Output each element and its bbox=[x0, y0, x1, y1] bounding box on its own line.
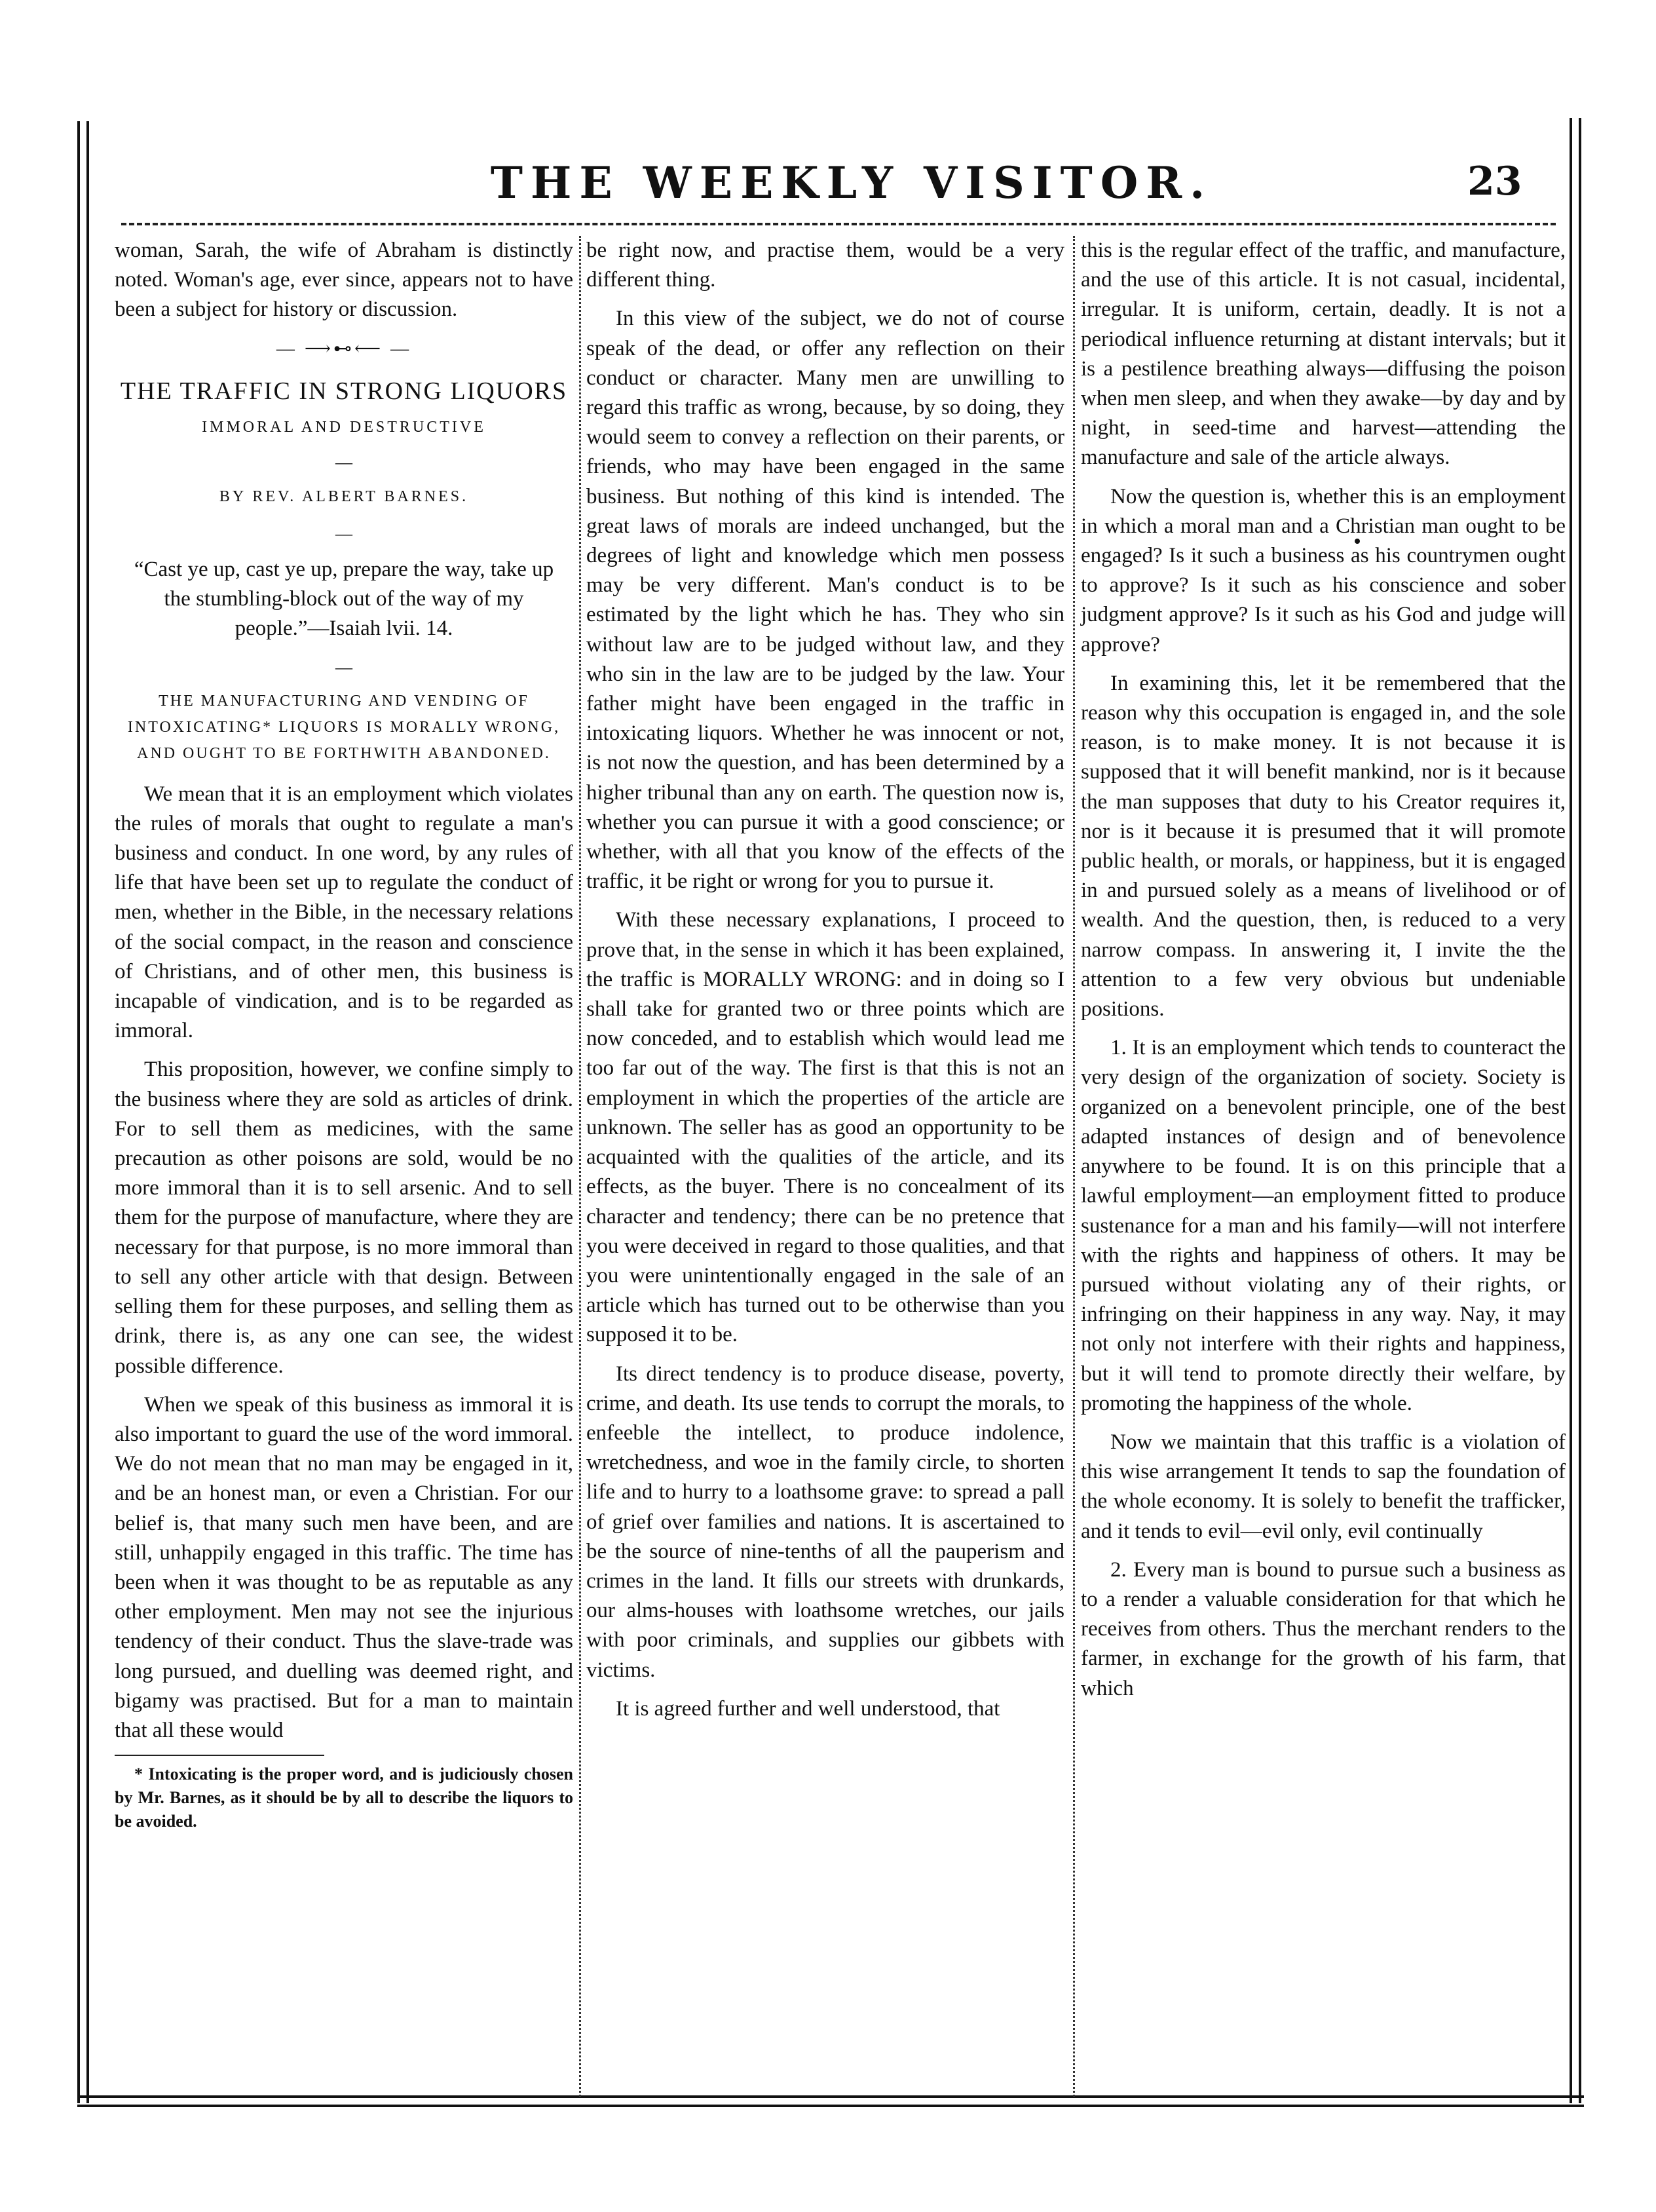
article-title: THE TRAFFIC IN STRONG LIQUORS bbox=[120, 377, 568, 405]
article-subtitle: IMMORAL AND DESTRUCTIVE bbox=[202, 419, 486, 436]
column-3 bbox=[1081, 236, 1566, 1713]
paragraph: 2. Every man is bound to pursue such a business as to a render a valuable consideration for that which he receives from others. Thus the merchant renders to the farmer, in exchange for the growth of his farm, that which bbox=[1081, 1557, 1566, 1700]
footnote: * Intoxicating is the proper word, and is judiciously chosen by Mr. Barnes, as it should be by all to describe the liquors to be avoided. bbox=[115, 1764, 573, 1831]
proposition-heading: THE MANUFACTURING AND VENDING OF INTOXICATING* LIQUORS IS MORALLY WRONG, AND OUGHT TO BE FORTHWITH ABANDONED. bbox=[127, 692, 561, 762]
paragraph: be right now, and practise them, would be a very different thing. bbox=[586, 238, 1064, 292]
paragraph: In this view of the subject, we do not of course speak of the dead, or offer any reflection on their conduct or character. Many men are unwilling to regard this traffic as wrong, because, by so doing, they would seem to convey a reflection on their parents, or friends, who may have been engaged in the same business. But nothing of this kind is intended. The great laws of morals are indeed unchanged, but the degrees of light and knowledge which men possess may be very different. Man's conduct is to be estimated by the light which he has. They who sin without law are to be judged without law, and they who sin in the law are to be judged by the law. Your father might have been engaged in the traffic in intoxicating liquors. Whether he was innocent or not, is not now the question, and has been determined by a higher tribunal than any on earth. The question now is, whether you can pursue it with a good conscience; or whether, with all that you know of the effects of the traffic, it be right or wrong for you to pursue it. bbox=[586, 307, 1064, 894]
paragraph: In examining this, let it be remembered that the reason why this occupation is engaged in, and the sole reason, is to make money. It is not because it is supposed that it will benefit mankind, nor is it because the man supposes that duty to his Creator requires it, nor is it because it is presumed that it will promote public health, or morals, or happiness, but it is engaged in and pursued solely as a means of livelihood or of wealth. And the question, then, is reduced to a very narrow compass. In answering it, I invite the the attention to a few very obvious but undeniable positions. bbox=[1081, 671, 1566, 1021]
paragraph: It is agreed further and well understood, that bbox=[616, 1696, 1000, 1721]
paragraph: woman, Sarah, the wife of Abraham is distinctly noted. Woman's age, ever since, appears not to have been a subject for history or discussion. bbox=[115, 238, 573, 322]
dash-divider: — bbox=[335, 658, 352, 677]
paragraph: Now the question is, whether this is an employment in which a moral man and a Christian man ought to be engaged? Is it such a business as his countrymen ought to approve? Is it such as his conscience and sober judgment approve? Is it such as his God and judge will approve? bbox=[1081, 484, 1566, 657]
article-byline: BY REV. ALBERT BARNES. bbox=[219, 488, 469, 506]
dash-divider: — bbox=[335, 453, 352, 472]
header-rule bbox=[121, 223, 1556, 225]
column-1 bbox=[115, 236, 573, 1842]
page-number: 23 bbox=[1467, 159, 1522, 204]
ink-dot bbox=[1355, 539, 1360, 544]
page-frame-right bbox=[1570, 118, 1581, 2103]
paragraph: 1. It is an employment which tends to counteract the very design of the organization of society. Society is organized on a benevolent principle, one of the best adapted instances of design and of benevolence anywhere to be found. It is on this principle that a lawful employment—an employment fitted to produce sustenance for a man and his family—will not interfere with the rights and happiness of others. It may be pursued without violating any of their rights, or infringing on their happiness in any way. Nay, it may not only not interfere with their rights and happiness, but it will tend to promote directly their welfare, by promoting the happiness of the whole. bbox=[1081, 1036, 1566, 1415]
masthead: THE WEEKLY VISITOR. bbox=[490, 157, 1213, 208]
paragraph: This proposition, however, we confine simply to the business where they are sold as articles of drink. For to sell them as medicines, with the same precaution as other poisons are sold, would be no more immoral than it is to sell arsenic. And to sell them for the purpose of manufacture, where they are necessary for that purpose, is no more immoral than to sell any other article with that design. Between selling them for these purposes, and selling them as drink, there is, as any one can see, the widest possible difference. bbox=[115, 1058, 573, 1378]
column-2 bbox=[586, 236, 1064, 1733]
column-divider-2 bbox=[1073, 236, 1075, 2097]
column-divider-1 bbox=[579, 236, 581, 2097]
epigraph: “Cast ye up, cast ye up, prepare the way, take up the stumbling-block out of the way of my people.”—Isaiah lvii. 14. bbox=[134, 557, 554, 641]
footnote-rule bbox=[115, 1755, 324, 1756]
section-ornament: — ⟶⊷⟵ — bbox=[276, 338, 412, 359]
paragraph: With these necessary explanations, I proceed to prove that, in the sense in which it has been explained, the traffic is MORALLY WRONG: and in doing so I shall take for granted two or three points which are now conceded, and to establish which would lead me too far out of the way. The first is that this is not an employment in which the properties of the article are unknown. The seller has as good an opportunity to be acquainted with the qualities of the article, and its effects, as the buyer. There is no concealment of its character and tendency; there can be no pretence that you were deceived in regard to those qualities, and that you were unintentionally engaged in the sale of an article which has turned out to be otherwise than you supposed it to be. bbox=[586, 908, 1064, 1347]
page-frame-left bbox=[77, 121, 89, 2103]
paragraph: We mean that it is an employment which violates the rules of morals that ought to regulate a man's business and conduct. In one word, by any rules of life that have been set up to regulate the conduct of men, whether in the Bible, in the necessary relations of the social compact, in the reason and conscience of Christians, and of other men, this business is incapable of vindication, and is to be regarded as immoral. bbox=[115, 782, 573, 1043]
dash-divider: — bbox=[335, 524, 352, 543]
paragraph: Now we maintain that this traffic is a violation of this wise arrangement It tends to sap the foundation of the whole economy. It is solely to benefit the trafficker, and it tends to evil—evil only, evil continually bbox=[1081, 1430, 1566, 1543]
page-frame-bottom bbox=[77, 2095, 1584, 2107]
paragraph: When we speak of this business as immoral it is also important to guard the use of the word immoral. We do not mean that no man may be engaged in it, and be an honest man, or even a Christian. For our belief is, that many such men have been, and are still, unhappily engaged in this traffic. The time has been when it was thought to be as reputable as any other employment. Men may not see the injurious tendency of their conduct. Thus the slave-trade was long pursued, and duelling was deemed right, and bigamy was practised. But for a man to maintain that all these would bbox=[115, 1392, 573, 1742]
paragraph: this is the regular effect of the traffic, and manufacture, and the use of this article. It is not casual, incidental, irregular. It is uniform, certain, deadly. It is not a periodical influence returning at distant intervals; but it is a pestilence breathing always—diffusing the poison when men sleep, and when they awake—by day and by night, in seed-time and harvest—attending the manufacture and sale of the article always. bbox=[1081, 238, 1566, 470]
paragraph: Its direct tendency is to produce disease, poverty, crime, and death. Its use tends to corrupt the morals, to enfeeble the intellect, to produce indolence, wretchedness, and woe in the family circle, to shorten life and to hurry to a loathsome grave: to spread a pall of grief over families and nations. It is ascertained to be the source of nine-tenths of all the pauperism and crimes in the land. It fills our streets with drunkards, our alms-houses with loathsome wretches, our jails with poor criminals, and supplies our gibbets with victims. bbox=[586, 1362, 1064, 1682]
